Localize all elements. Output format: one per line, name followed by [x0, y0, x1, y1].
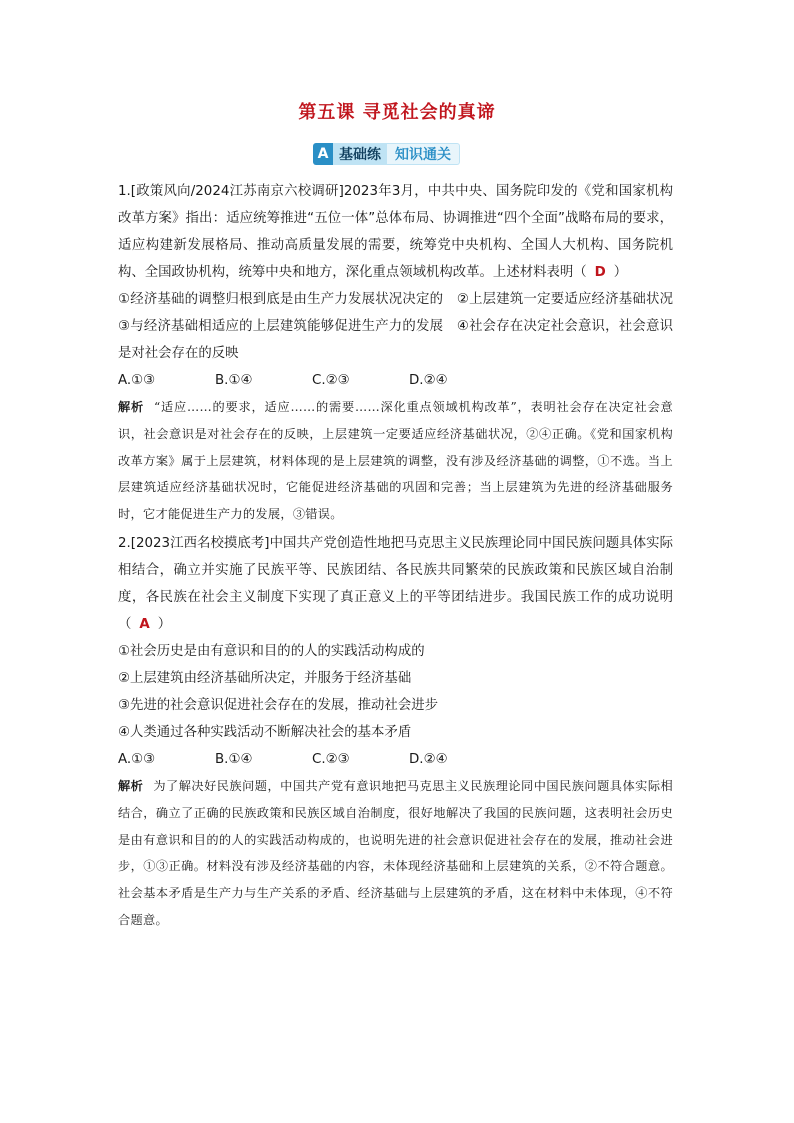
choice-row — [118, 367, 673, 394]
answer-mark: D — [594, 265, 606, 280]
choice-a: A.①③ — [118, 751, 156, 767]
page-title: 第五课 寻觅社会的真谛 — [298, 102, 496, 123]
question-list — [118, 178, 687, 934]
choice-c: C.②③ — [312, 373, 350, 388]
option-2: ②上层建筑由经济基础所决定，并服务于经济基础 — [118, 670, 412, 686]
choice-d: D.②④ — [409, 751, 448, 767]
choice-row — [118, 746, 673, 773]
badge-letter: A — [313, 143, 333, 165]
badge-label-basic: 基础练 — [333, 143, 387, 165]
badge-label-knowledge: 知识通关 — [387, 143, 460, 165]
choice-c: C.②③ — [312, 751, 350, 767]
choice-b: B.①④ — [215, 373, 253, 388]
answer-mark: A — [139, 616, 150, 632]
choice-b: B.①④ — [215, 751, 253, 767]
option-3: ③先进的社会意识促进社会存在的发展，推动社会进步 — [118, 697, 438, 713]
analysis: 解析 “适应……的要求，适应……的需要……深化重点领域机构改革”，表明社会存在决定社会意识，社会意识是对社会存在的反映，上层建筑一定要适应经济基础状况，②④正确。《党和国家机构改革方案》属于上层建筑，材料体现的是上层建筑的调整，没有涉及经济基础的调整，①不选。当上层建筑适应经济基础状况时，它能促进经济基础的巩固和完善；当上层建筑为先进的经济基础服务时，它才能促进生产力的发展，③错误。 — [118, 400, 673, 522]
analysis-label: 解析 — [118, 400, 144, 414]
choice-d: D.②④ — [409, 373, 448, 388]
analysis: 解析 为了解决好民族问题，中国共产党有意识地把马克思主义民族理论同中国民族问题具体实际相结合，确立了正确的民族政策和民族区域自治制度，很好地解决了我国的民族问题，这表明社会历史是由有意识和目的的人的实践活动构成的，也说明先进的社会意识促进社会存在的发展，推动社会进步，①③正确。材料没有涉及经济基础的内容，未体现经济基础和上层建筑的关系，②不符合题意。社会基本矛盾是生产力与生产关系的矛盾、经济基础与上层建筑的矛盾，这在材料中未体现，④不符合题意。 — [118, 778, 673, 927]
question-stem: 2.[2023江西名校摸底考]中国共产党创造性地把马克思主义民族理论同中国民族问题具体实际相结合，确立并实施了民族平等、民族团结、各民族共同繁荣的民族政策和民族区域自治制度，各民族在社会主义制度下实现了真正意义上的平等团结进步。我国民族工作的成功说明（ A ） — [118, 535, 673, 632]
analysis-label: 解析 — [118, 778, 144, 793]
option-4: ④人类通过各种实践活动不断解决社会的基本矛盾 — [118, 724, 412, 740]
section-badge — [313, 143, 460, 165]
question-options: ①经济基础的调整归根到底是由生产力发展状况决定的 ②上层建筑一定要适应经济基础状况 ③与经济基础相适应的上层建筑能够促进生产力的发展 ④社会存在决定社会意识，社会意识是对社会存在的反映 — [118, 292, 687, 361]
question-stem: 1.[政策风向/2024江苏南京六校调研]2023年3月，中共中央、国务院印发的《党和国家机构改革方案》指出：适应统筹推进“五位一体”总体布局、协调推进“四个全面”战略布局的要求，适应构建新发展格局、推动高质量发展的需要，统筹党中央机构、全国人大机构、国务院机构、全国政协机构，统筹中央和地方，深化重点领域机构改革。上述材料表明（ D ） — [118, 184, 673, 280]
option-1: ①社会历史是由有意识和目的的人的实践活动构成的 — [118, 643, 425, 659]
question-2 — [118, 530, 673, 934]
choice-a: A.①③ — [118, 373, 156, 388]
question-1 — [118, 178, 687, 528]
